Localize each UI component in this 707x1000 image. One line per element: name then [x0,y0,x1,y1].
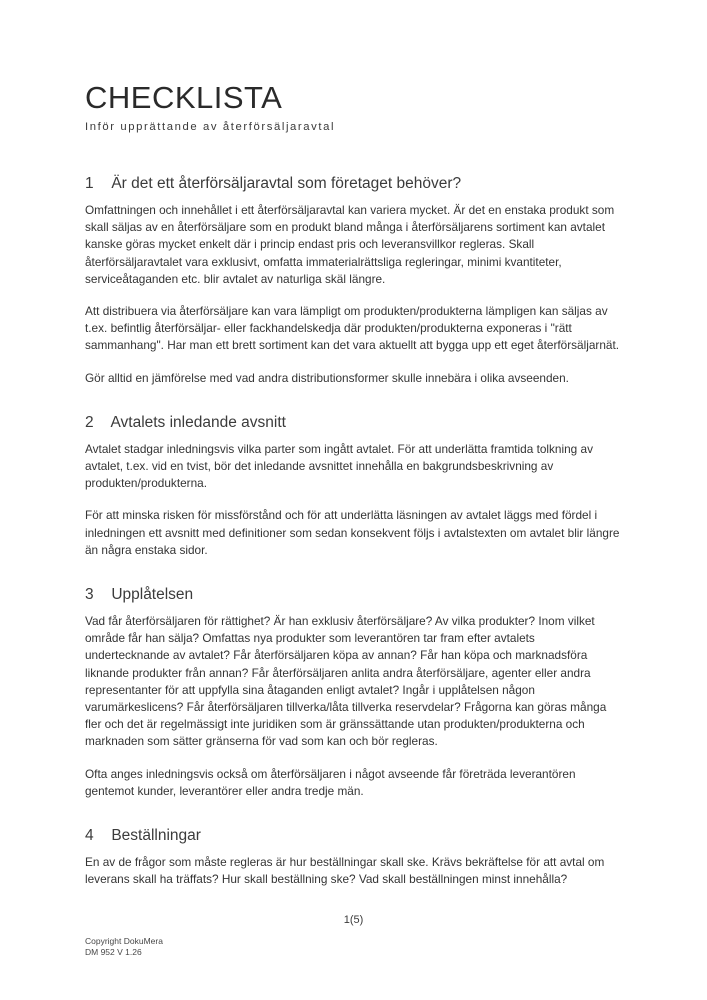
document-body [85,174,622,888]
section-2-heading [85,413,622,432]
paragraph: Att distribuera via återförsäljare kan vara lämpligt om produkten/produkterna lämpligen kan säljas av t.ex. befintlig återförsäljar- eller fackhandelskedja där produkten/produkterna exponeras i "rätt sammanhang". Har man ett brett sortiment kan det vara aktuellt att bygga upp ett eget återförsäljarnät. [85,304,620,353]
document-header [85,80,622,133]
section-4-number: 4 [85,827,94,845]
copyright-block [85,936,163,957]
section-3-heading [85,585,622,604]
paragraph: Omfattningen och innehållet i ett återförsäljaravtal kan variera mycket. Är det en enstaka produkt som skall säljas av en återförsäljare som en produkt bland många i återförsäljarens sortiment kan avtalet kanske göras mycket enkelt där i princip endast pris och leveransvillkor regleras. Skall återförsäljaravtalet vara exklusivt, omfatta immaterialrättsliga regleringar, minimi kvantiteter, serviceåtaganden etc. blir avtalet av naturliga skäl längre. [85,203,615,286]
paragraph: Gör alltid en jämförelse med vad andra distributionsformer skulle innebära i olika avseenden. [85,370,569,385]
document-version: DM 952 V 1.26 [85,946,142,957]
document-title: CHECKLISTA [85,80,283,115]
section-3-number: 3 [85,586,94,604]
section-2-title: Avtalets inledande avsnitt [110,413,286,431]
paragraph: En av de frågor som måste regleras är hur beställningar skall ske. Krävs bekräftelse för att avtal om leverans skall ha träffats? Hur skall beställning ske? Vad skall beställningen minst innehålla? [85,855,605,887]
page-number: 1(5) [343,914,364,926]
section-4-heading [85,826,622,845]
paragraph: Ofta anges inledningsvis också om återförsäljaren i något avseende får företräda leverantören gentemot kunder, leverantörer eller andra tredje män. [85,766,576,798]
paragraph: Avtalet stadgar inledningsvis vilka parter som ingått avtalet. För att underlätta framtida tolkning av avtalet, t.ex. vid en tvist, bör det inledande avsnittet innehålla en bakgrundsbeskrivning av produkten/produkterna. [85,441,593,491]
section-1-title: Är det ett återförsäljaravtal som företaget behöver? [111,175,462,192]
section-3 [85,585,622,800]
paragraph: Vad får återförsäljaren för rättighet? Är han exklusiv återförsäljare? Av vilka produkter? Inom vilket område får han sälja? Omfattas nya produkter som leverantören tar fram efter avtalets undertecknande av avtalet? Får återförsäljaren köpa av annan? Får han köpa och marknadsföra liknande produkter från annan? Får återförsäljaren anlita andra återförsäljare, agenter eller andra representanter för att uppfylla sina åtaganden enligt avtalet? Ingår i upplåtelsen någon varumärkeslicens? Får återförsäljaren tillverka/låta tillverka reservdelar? Frågorna kan göras många fler och det är regelmässigt inte juridiken som är gränssättande utan produkten/produkterna och marknaden som sätter gränserna för vad som kan och bör regleras. [85,614,607,749]
paragraph: För att minska risken för missförstånd och för att underlätta läsningen av avtalet läggs med fördel i inledningen ett avsnitt med definitioner som sedan konsekvent följs i avtalstexten om avtalet blir längre än några enstaka sidor. [85,508,620,557]
section-1-number: 1 [85,175,94,192]
document-subtitle: Inför upprättande av återförsäljaravtal [85,121,336,133]
section-4-title: Beställningar [111,827,201,845]
section-3-title: Upplåtelsen [111,586,194,604]
section-2-number: 2 [85,413,94,431]
section-2 [85,413,622,559]
section-4 [85,826,622,888]
section-1 [85,174,622,387]
section-1-heading [85,174,622,193]
copyright-line: Copyright DokuMera [85,936,163,946]
